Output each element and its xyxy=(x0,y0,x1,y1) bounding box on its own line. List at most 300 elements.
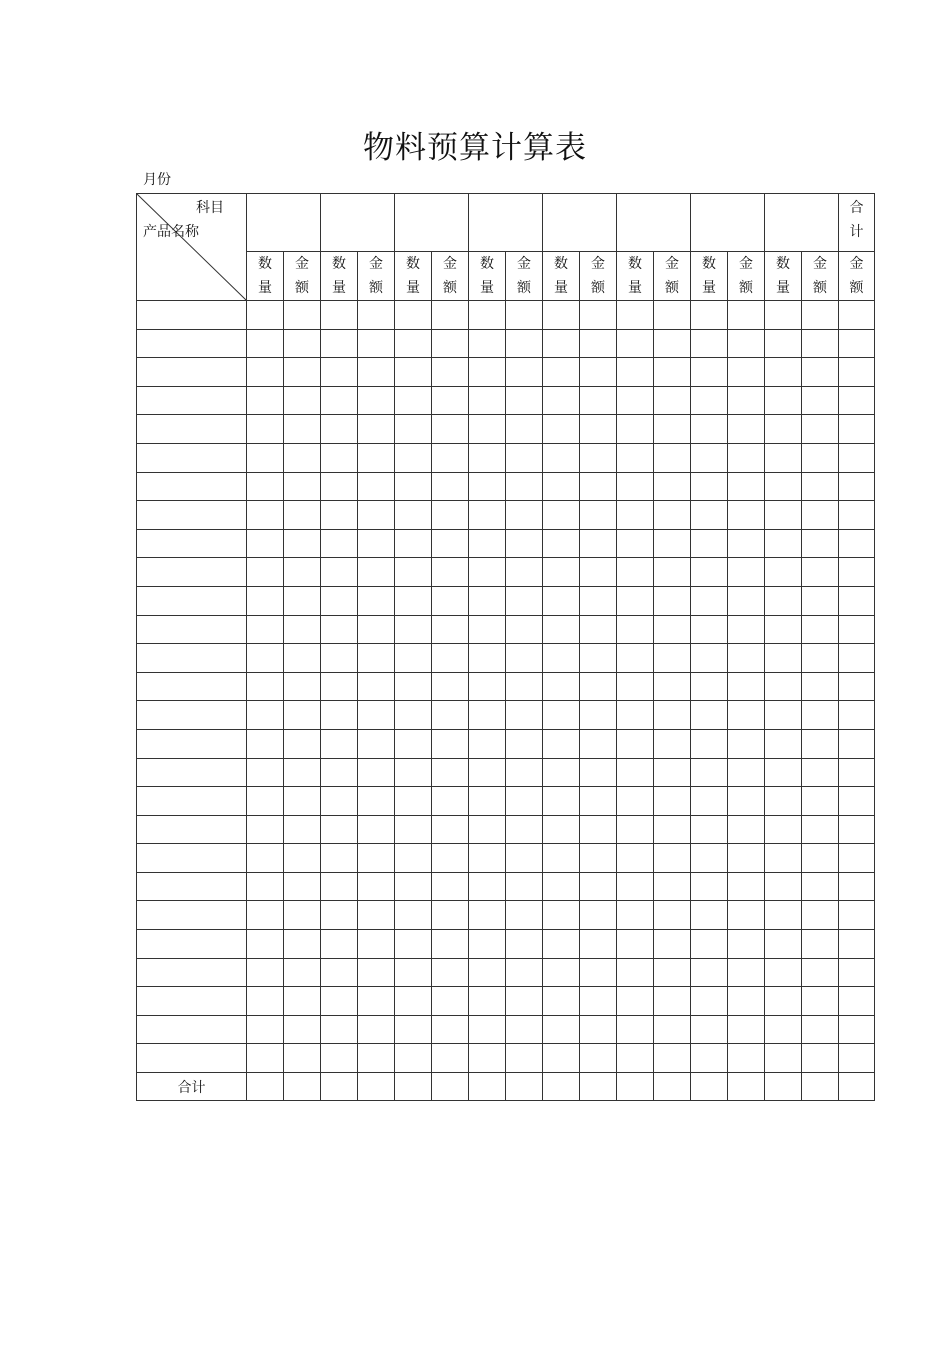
value-cell[interactable] xyxy=(284,815,321,844)
value-cell[interactable] xyxy=(321,930,358,959)
value-cell[interactable] xyxy=(321,758,358,787)
value-cell[interactable] xyxy=(358,930,395,959)
value-cell[interactable] xyxy=(654,930,691,959)
value-cell[interactable] xyxy=(506,472,543,501)
value-cell[interactable] xyxy=(284,472,321,501)
value-cell[interactable] xyxy=(469,415,506,444)
value-cell[interactable] xyxy=(284,787,321,816)
value-cell[interactable] xyxy=(395,815,432,844)
value-cell[interactable] xyxy=(432,987,469,1016)
value-cell[interactable] xyxy=(543,415,580,444)
value-cell[interactable] xyxy=(395,586,432,615)
value-cell[interactable] xyxy=(654,1044,691,1073)
value-cell[interactable] xyxy=(839,644,875,673)
total-value-cell[interactable] xyxy=(802,1073,839,1101)
product-name-cell[interactable] xyxy=(137,758,247,787)
value-cell[interactable] xyxy=(506,1044,543,1073)
value-cell[interactable] xyxy=(395,472,432,501)
value-cell[interactable] xyxy=(580,558,617,587)
product-name-cell[interactable] xyxy=(137,872,247,901)
total-value-cell[interactable] xyxy=(469,1073,506,1101)
value-cell[interactable] xyxy=(469,301,506,330)
value-cell[interactable] xyxy=(728,329,765,358)
value-cell[interactable] xyxy=(247,758,284,787)
product-name-cell[interactable] xyxy=(137,386,247,415)
value-cell[interactable] xyxy=(506,787,543,816)
value-cell[interactable] xyxy=(543,930,580,959)
value-cell[interactable] xyxy=(395,415,432,444)
total-value-cell[interactable] xyxy=(321,1073,358,1101)
value-cell[interactable] xyxy=(432,386,469,415)
total-value-cell[interactable] xyxy=(284,1073,321,1101)
value-cell[interactable] xyxy=(617,501,654,530)
value-cell[interactable] xyxy=(839,615,875,644)
value-cell[interactable] xyxy=(765,301,802,330)
value-cell[interactable] xyxy=(321,987,358,1016)
value-cell[interactable] xyxy=(691,586,728,615)
value-cell[interactable] xyxy=(802,958,839,987)
value-cell[interactable] xyxy=(728,787,765,816)
value-cell[interactable] xyxy=(284,729,321,758)
value-cell[interactable] xyxy=(691,615,728,644)
value-cell[interactable] xyxy=(580,472,617,501)
value-cell[interactable] xyxy=(321,844,358,873)
value-cell[interactable] xyxy=(469,558,506,587)
value-cell[interactable] xyxy=(654,901,691,930)
value-cell[interactable] xyxy=(839,815,875,844)
value-cell[interactable] xyxy=(654,443,691,472)
value-cell[interactable] xyxy=(839,529,875,558)
value-cell[interactable] xyxy=(654,358,691,387)
value-cell[interactable] xyxy=(839,930,875,959)
value-cell[interactable] xyxy=(691,301,728,330)
value-cell[interactable] xyxy=(358,501,395,530)
value-cell[interactable] xyxy=(321,901,358,930)
value-cell[interactable] xyxy=(617,901,654,930)
value-cell[interactable] xyxy=(321,501,358,530)
value-cell[interactable] xyxy=(432,472,469,501)
value-cell[interactable] xyxy=(358,901,395,930)
total-value-cell[interactable] xyxy=(247,1073,284,1101)
value-cell[interactable] xyxy=(654,529,691,558)
value-cell[interactable] xyxy=(284,415,321,444)
value-cell[interactable] xyxy=(765,872,802,901)
value-cell[interactable] xyxy=(247,472,284,501)
product-name-cell[interactable] xyxy=(137,815,247,844)
value-cell[interactable] xyxy=(802,787,839,816)
value-cell[interactable] xyxy=(580,415,617,444)
value-cell[interactable] xyxy=(506,901,543,930)
value-cell[interactable] xyxy=(358,358,395,387)
value-cell[interactable] xyxy=(284,386,321,415)
value-cell[interactable] xyxy=(802,301,839,330)
value-cell[interactable] xyxy=(506,358,543,387)
value-cell[interactable] xyxy=(543,672,580,701)
value-cell[interactable] xyxy=(247,529,284,558)
value-cell[interactable] xyxy=(469,644,506,673)
value-cell[interactable] xyxy=(506,301,543,330)
value-cell[interactable] xyxy=(802,644,839,673)
value-cell[interactable] xyxy=(358,443,395,472)
value-cell[interactable] xyxy=(432,329,469,358)
value-cell[interactable] xyxy=(765,443,802,472)
value-cell[interactable] xyxy=(765,358,802,387)
value-cell[interactable] xyxy=(395,844,432,873)
value-cell[interactable] xyxy=(469,987,506,1016)
product-name-cell[interactable] xyxy=(137,672,247,701)
total-value-cell[interactable] xyxy=(654,1073,691,1101)
value-cell[interactable] xyxy=(654,472,691,501)
value-cell[interactable] xyxy=(358,958,395,987)
value-cell[interactable] xyxy=(432,758,469,787)
value-cell[interactable] xyxy=(802,615,839,644)
product-name-cell[interactable] xyxy=(137,901,247,930)
value-cell[interactable] xyxy=(691,958,728,987)
value-cell[interactable] xyxy=(358,386,395,415)
value-cell[interactable] xyxy=(765,415,802,444)
value-cell[interactable] xyxy=(654,958,691,987)
value-cell[interactable] xyxy=(839,443,875,472)
value-cell[interactable] xyxy=(543,615,580,644)
value-cell[interactable] xyxy=(321,644,358,673)
value-cell[interactable] xyxy=(358,815,395,844)
value-cell[interactable] xyxy=(469,901,506,930)
value-cell[interactable] xyxy=(358,701,395,730)
value-cell[interactable] xyxy=(284,758,321,787)
value-cell[interactable] xyxy=(284,930,321,959)
value-cell[interactable] xyxy=(543,729,580,758)
value-cell[interactable] xyxy=(617,472,654,501)
value-cell[interactable] xyxy=(654,987,691,1016)
value-cell[interactable] xyxy=(506,872,543,901)
value-cell[interactable] xyxy=(728,729,765,758)
value-cell[interactable] xyxy=(580,1044,617,1073)
value-cell[interactable] xyxy=(691,358,728,387)
value-cell[interactable] xyxy=(506,558,543,587)
value-cell[interactable] xyxy=(728,529,765,558)
value-cell[interactable] xyxy=(691,987,728,1016)
value-cell[interactable] xyxy=(284,844,321,873)
value-cell[interactable] xyxy=(432,529,469,558)
total-value-cell[interactable] xyxy=(691,1073,728,1101)
value-cell[interactable] xyxy=(839,586,875,615)
value-cell[interactable] xyxy=(728,958,765,987)
value-cell[interactable] xyxy=(839,301,875,330)
value-cell[interactable] xyxy=(728,1044,765,1073)
value-cell[interactable] xyxy=(543,586,580,615)
total-value-cell[interactable] xyxy=(839,1073,875,1101)
value-cell[interactable] xyxy=(543,644,580,673)
value-cell[interactable] xyxy=(728,930,765,959)
value-cell[interactable] xyxy=(247,815,284,844)
value-cell[interactable] xyxy=(580,615,617,644)
value-cell[interactable] xyxy=(543,1015,580,1044)
value-cell[interactable] xyxy=(691,787,728,816)
value-cell[interactable] xyxy=(284,958,321,987)
value-cell[interactable] xyxy=(765,987,802,1016)
value-cell[interactable] xyxy=(654,844,691,873)
value-cell[interactable] xyxy=(765,701,802,730)
value-cell[interactable] xyxy=(395,872,432,901)
value-cell[interactable] xyxy=(765,672,802,701)
value-cell[interactable] xyxy=(654,729,691,758)
value-cell[interactable] xyxy=(321,415,358,444)
value-cell[interactable] xyxy=(358,586,395,615)
value-cell[interactable] xyxy=(358,301,395,330)
value-cell[interactable] xyxy=(802,758,839,787)
value-cell[interactable] xyxy=(543,958,580,987)
value-cell[interactable] xyxy=(654,1015,691,1044)
value-cell[interactable] xyxy=(654,301,691,330)
value-cell[interactable] xyxy=(839,987,875,1016)
value-cell[interactable] xyxy=(432,701,469,730)
value-cell[interactable] xyxy=(321,1015,358,1044)
value-cell[interactable] xyxy=(617,644,654,673)
value-cell[interactable] xyxy=(395,958,432,987)
value-cell[interactable] xyxy=(432,644,469,673)
value-cell[interactable] xyxy=(765,958,802,987)
value-cell[interactable] xyxy=(247,443,284,472)
value-cell[interactable] xyxy=(247,415,284,444)
value-cell[interactable] xyxy=(506,815,543,844)
value-cell[interactable] xyxy=(432,301,469,330)
value-cell[interactable] xyxy=(728,901,765,930)
value-cell[interactable] xyxy=(728,358,765,387)
value-cell[interactable] xyxy=(728,586,765,615)
value-cell[interactable] xyxy=(358,872,395,901)
value-cell[interactable] xyxy=(395,672,432,701)
value-cell[interactable] xyxy=(395,1015,432,1044)
value-cell[interactable] xyxy=(765,529,802,558)
value-cell[interactable] xyxy=(580,701,617,730)
value-cell[interactable] xyxy=(432,872,469,901)
value-cell[interactable] xyxy=(765,1044,802,1073)
value-cell[interactable] xyxy=(617,301,654,330)
value-cell[interactable] xyxy=(654,872,691,901)
value-cell[interactable] xyxy=(691,329,728,358)
value-cell[interactable] xyxy=(580,987,617,1016)
value-cell[interactable] xyxy=(765,615,802,644)
value-cell[interactable] xyxy=(691,1015,728,1044)
value-cell[interactable] xyxy=(691,672,728,701)
product-name-cell[interactable] xyxy=(137,529,247,558)
value-cell[interactable] xyxy=(802,701,839,730)
value-cell[interactable] xyxy=(617,729,654,758)
value-cell[interactable] xyxy=(691,644,728,673)
value-cell[interactable] xyxy=(802,672,839,701)
product-name-cell[interactable] xyxy=(137,1044,247,1073)
value-cell[interactable] xyxy=(321,301,358,330)
value-cell[interactable] xyxy=(247,987,284,1016)
value-cell[interactable] xyxy=(728,386,765,415)
value-cell[interactable] xyxy=(691,443,728,472)
value-cell[interactable] xyxy=(321,729,358,758)
value-cell[interactable] xyxy=(321,358,358,387)
value-cell[interactable] xyxy=(580,501,617,530)
value-cell[interactable] xyxy=(284,701,321,730)
value-cell[interactable] xyxy=(691,701,728,730)
value-cell[interactable] xyxy=(654,615,691,644)
value-cell[interactable] xyxy=(395,787,432,816)
value-cell[interactable] xyxy=(506,386,543,415)
value-cell[interactable] xyxy=(617,958,654,987)
value-cell[interactable] xyxy=(432,443,469,472)
value-cell[interactable] xyxy=(728,615,765,644)
value-cell[interactable] xyxy=(654,701,691,730)
value-cell[interactable] xyxy=(691,930,728,959)
value-cell[interactable] xyxy=(469,586,506,615)
value-cell[interactable] xyxy=(469,615,506,644)
value-cell[interactable] xyxy=(691,729,728,758)
value-cell[interactable] xyxy=(580,815,617,844)
value-cell[interactable] xyxy=(247,958,284,987)
value-cell[interactable] xyxy=(728,558,765,587)
value-cell[interactable] xyxy=(247,844,284,873)
value-cell[interactable] xyxy=(580,787,617,816)
total-value-cell[interactable] xyxy=(506,1073,543,1101)
value-cell[interactable] xyxy=(395,729,432,758)
value-cell[interactable] xyxy=(654,644,691,673)
product-name-cell[interactable] xyxy=(137,987,247,1016)
value-cell[interactable] xyxy=(839,901,875,930)
value-cell[interactable] xyxy=(506,615,543,644)
value-cell[interactable] xyxy=(728,844,765,873)
value-cell[interactable] xyxy=(543,329,580,358)
value-cell[interactable] xyxy=(691,415,728,444)
value-cell[interactable] xyxy=(506,644,543,673)
value-cell[interactable] xyxy=(432,558,469,587)
value-cell[interactable] xyxy=(802,987,839,1016)
value-cell[interactable] xyxy=(543,301,580,330)
value-cell[interactable] xyxy=(765,901,802,930)
value-cell[interactable] xyxy=(543,358,580,387)
value-cell[interactable] xyxy=(506,844,543,873)
value-cell[interactable] xyxy=(728,672,765,701)
value-cell[interactable] xyxy=(691,872,728,901)
value-cell[interactable] xyxy=(839,329,875,358)
value-cell[interactable] xyxy=(765,558,802,587)
value-cell[interactable] xyxy=(802,472,839,501)
value-cell[interactable] xyxy=(395,930,432,959)
value-cell[interactable] xyxy=(580,672,617,701)
value-cell[interactable] xyxy=(543,558,580,587)
value-cell[interactable] xyxy=(358,529,395,558)
value-cell[interactable] xyxy=(691,472,728,501)
value-cell[interactable] xyxy=(358,329,395,358)
value-cell[interactable] xyxy=(654,386,691,415)
value-cell[interactable] xyxy=(580,930,617,959)
value-cell[interactable] xyxy=(728,701,765,730)
product-name-cell[interactable] xyxy=(137,958,247,987)
product-name-cell[interactable] xyxy=(137,443,247,472)
value-cell[interactable] xyxy=(358,615,395,644)
value-cell[interactable] xyxy=(469,386,506,415)
value-cell[interactable] xyxy=(469,815,506,844)
value-cell[interactable] xyxy=(395,358,432,387)
value-cell[interactable] xyxy=(321,1044,358,1073)
value-cell[interactable] xyxy=(284,358,321,387)
value-cell[interactable] xyxy=(506,415,543,444)
value-cell[interactable] xyxy=(802,558,839,587)
value-cell[interactable] xyxy=(395,443,432,472)
value-cell[interactable] xyxy=(247,672,284,701)
value-cell[interactable] xyxy=(839,729,875,758)
value-cell[interactable] xyxy=(358,672,395,701)
total-value-cell[interactable] xyxy=(765,1073,802,1101)
value-cell[interactable] xyxy=(506,1015,543,1044)
value-cell[interactable] xyxy=(543,844,580,873)
value-cell[interactable] xyxy=(543,472,580,501)
value-cell[interactable] xyxy=(691,1044,728,1073)
value-cell[interactable] xyxy=(284,615,321,644)
value-cell[interactable] xyxy=(802,844,839,873)
value-cell[interactable] xyxy=(691,501,728,530)
value-cell[interactable] xyxy=(247,558,284,587)
product-name-cell[interactable] xyxy=(137,301,247,330)
value-cell[interactable] xyxy=(580,844,617,873)
value-cell[interactable] xyxy=(358,644,395,673)
value-cell[interactable] xyxy=(839,358,875,387)
value-cell[interactable] xyxy=(765,586,802,615)
value-cell[interactable] xyxy=(728,644,765,673)
value-cell[interactable] xyxy=(469,529,506,558)
value-cell[interactable] xyxy=(543,901,580,930)
product-name-cell[interactable] xyxy=(137,329,247,358)
value-cell[interactable] xyxy=(580,729,617,758)
value-cell[interactable] xyxy=(654,558,691,587)
value-cell[interactable] xyxy=(247,787,284,816)
value-cell[interactable] xyxy=(617,701,654,730)
value-cell[interactable] xyxy=(617,615,654,644)
total-value-cell[interactable] xyxy=(617,1073,654,1101)
value-cell[interactable] xyxy=(728,501,765,530)
value-cell[interactable] xyxy=(247,329,284,358)
product-name-cell[interactable] xyxy=(137,844,247,873)
value-cell[interactable] xyxy=(543,987,580,1016)
value-cell[interactable] xyxy=(728,443,765,472)
value-cell[interactable] xyxy=(802,501,839,530)
value-cell[interactable] xyxy=(358,1015,395,1044)
value-cell[interactable] xyxy=(247,872,284,901)
value-cell[interactable] xyxy=(506,930,543,959)
value-cell[interactable] xyxy=(284,443,321,472)
value-cell[interactable] xyxy=(395,386,432,415)
value-cell[interactable] xyxy=(617,358,654,387)
value-cell[interactable] xyxy=(469,472,506,501)
value-cell[interactable] xyxy=(432,501,469,530)
value-cell[interactable] xyxy=(506,987,543,1016)
value-cell[interactable] xyxy=(321,558,358,587)
value-cell[interactable] xyxy=(765,501,802,530)
value-cell[interactable] xyxy=(543,501,580,530)
value-cell[interactable] xyxy=(765,815,802,844)
value-cell[interactable] xyxy=(284,1015,321,1044)
value-cell[interactable] xyxy=(728,1015,765,1044)
value-cell[interactable] xyxy=(321,672,358,701)
value-cell[interactable] xyxy=(839,701,875,730)
value-cell[interactable] xyxy=(284,1044,321,1073)
value-cell[interactable] xyxy=(728,758,765,787)
value-cell[interactable] xyxy=(247,1015,284,1044)
value-cell[interactable] xyxy=(358,472,395,501)
value-cell[interactable] xyxy=(617,672,654,701)
value-cell[interactable] xyxy=(469,930,506,959)
value-cell[interactable] xyxy=(617,844,654,873)
value-cell[interactable] xyxy=(839,672,875,701)
value-cell[interactable] xyxy=(802,443,839,472)
value-cell[interactable] xyxy=(580,586,617,615)
value-cell[interactable] xyxy=(284,987,321,1016)
